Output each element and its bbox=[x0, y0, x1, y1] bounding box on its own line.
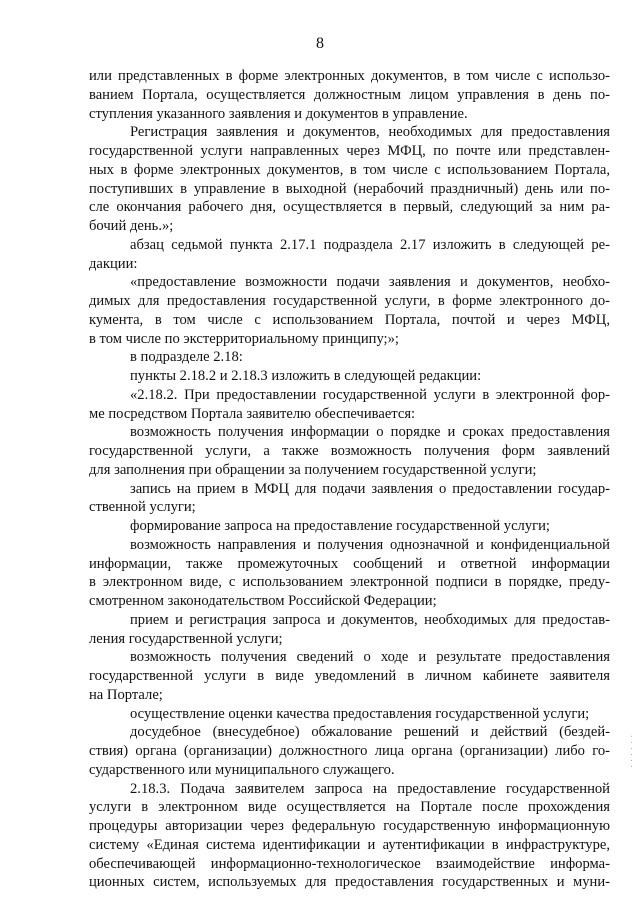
page-number: 8 bbox=[316, 35, 324, 52]
text-line: «предоставление возможности подачи заявления и документов, необхо- bbox=[130, 274, 610, 291]
text-line: ления государственной услуги; bbox=[89, 630, 283, 647]
text-line: на Портале; bbox=[89, 686, 163, 703]
document-body bbox=[89, 67, 610, 892]
text-line: смотренном законодательством Российской Федерации; bbox=[89, 593, 437, 609]
text-line: государственной услуги в виде уведомлений в личном кабинете заявителя bbox=[89, 668, 610, 684]
text-line: ствия) органа (организации) должностного лица органа (организации) либо го- bbox=[89, 743, 610, 759]
text-line: ционных систем, используемых для предоставления государственных и муни- bbox=[89, 874, 610, 891]
text-line: «2.18.2. При предоставлении государственной услуги в электронной фор- bbox=[130, 386, 610, 403]
text-line: димых для предоставления государственной услуги, в форме электронного до- bbox=[89, 293, 610, 309]
text-line: пункты 2.18.2 и 2.18.3 изложить в следующей редакции: bbox=[130, 368, 482, 384]
text-line: систему «Единая система идентификации и аутентификации в инфраструктуре, bbox=[89, 836, 610, 853]
text-line: абзац седьмой пункта 2.17.1 подраздела 2.17 изложить в следующей ре- bbox=[130, 236, 610, 253]
text-line: запись на прием в МФЦ для подачи заявления о предоставлении государ- bbox=[130, 480, 610, 497]
text-line: в том числе по экстерриториальному принципу;»; bbox=[89, 330, 399, 347]
text-line: дакции: bbox=[89, 255, 138, 272]
text-line: обеспечивающей информационно-технологическое взаимодействие информа- bbox=[89, 855, 610, 872]
text-line: процедуры авторизации через федеральную государственную информационную bbox=[89, 818, 610, 834]
text-line: информации, также промежуточных сообщений и ответной информации bbox=[89, 555, 610, 572]
text-line: бочий день.»; bbox=[89, 218, 174, 234]
text-line: ных в форме электронных документов, в том числе с использованием Портала, bbox=[89, 161, 610, 178]
text-line: прием и регистрация запроса и документов, необходимых для предостав- bbox=[130, 611, 610, 628]
text-line: государственной услуги, а также возможность получения форм заявлений bbox=[89, 443, 610, 459]
text-line: услуги в электронном виде осуществляется на Портале после прохождения bbox=[89, 799, 610, 816]
text-line: Регистрация заявления и документов, необходимых для предоставления bbox=[130, 124, 610, 141]
margin-mark: · · · · · · bbox=[627, 735, 635, 769]
text-line: сударственного или муниципального служащего. bbox=[89, 761, 395, 778]
text-line: государственной услуги направленных через МФЦ, по почте или представлен- bbox=[89, 143, 610, 159]
text-line: ственной услуги; bbox=[89, 499, 196, 516]
text-line: возможность направления и получения однозначной и конфиденциальной bbox=[130, 536, 610, 553]
text-line: кумента, в том числе с использованием Портала, почтой и через МФЦ, bbox=[89, 311, 610, 328]
text-line: в подразделе 2.18: bbox=[130, 349, 243, 366]
text-line: 2.18.3. Подача заявителем запроса на предоставление государственной bbox=[130, 780, 610, 797]
text-line: или представленных в форме электронных документов, в том числе с использо- bbox=[89, 68, 610, 84]
text-line: в электронном виде, с использованием электронной подписи в порядке, преду- bbox=[89, 574, 610, 591]
text-line: осуществление оценки качества предоставления государственной услуги; bbox=[130, 705, 590, 722]
text-line: сле окончания рабочего дня, осуществляется в первый, следующий за ним ра- bbox=[89, 199, 610, 216]
text-line: возможность получения сведений о ходе и результате предоставления bbox=[130, 649, 610, 666]
text-line: для заполнения при обращении за получением государственной услуги; bbox=[89, 461, 537, 478]
text-line: формирование запроса на предоставление государственной услуги; bbox=[130, 518, 550, 534]
text-line: ванием Портала, осуществляется должностным лицом управления в день по- bbox=[89, 86, 610, 103]
text-line: возможность получения информации о порядке и сроках предоставления bbox=[130, 424, 610, 441]
text-line: ступления указанного заявления и документов в управление. bbox=[89, 105, 468, 122]
text-line: поступивших в управление в выходной (нерабочий праздничный) день или по- bbox=[89, 180, 610, 197]
text-line: ме посредством Портала заявителю обеспечивается: bbox=[89, 405, 416, 422]
text-line: досудебное (внесудебное) обжалование решений и действий (бездей- bbox=[130, 724, 610, 741]
